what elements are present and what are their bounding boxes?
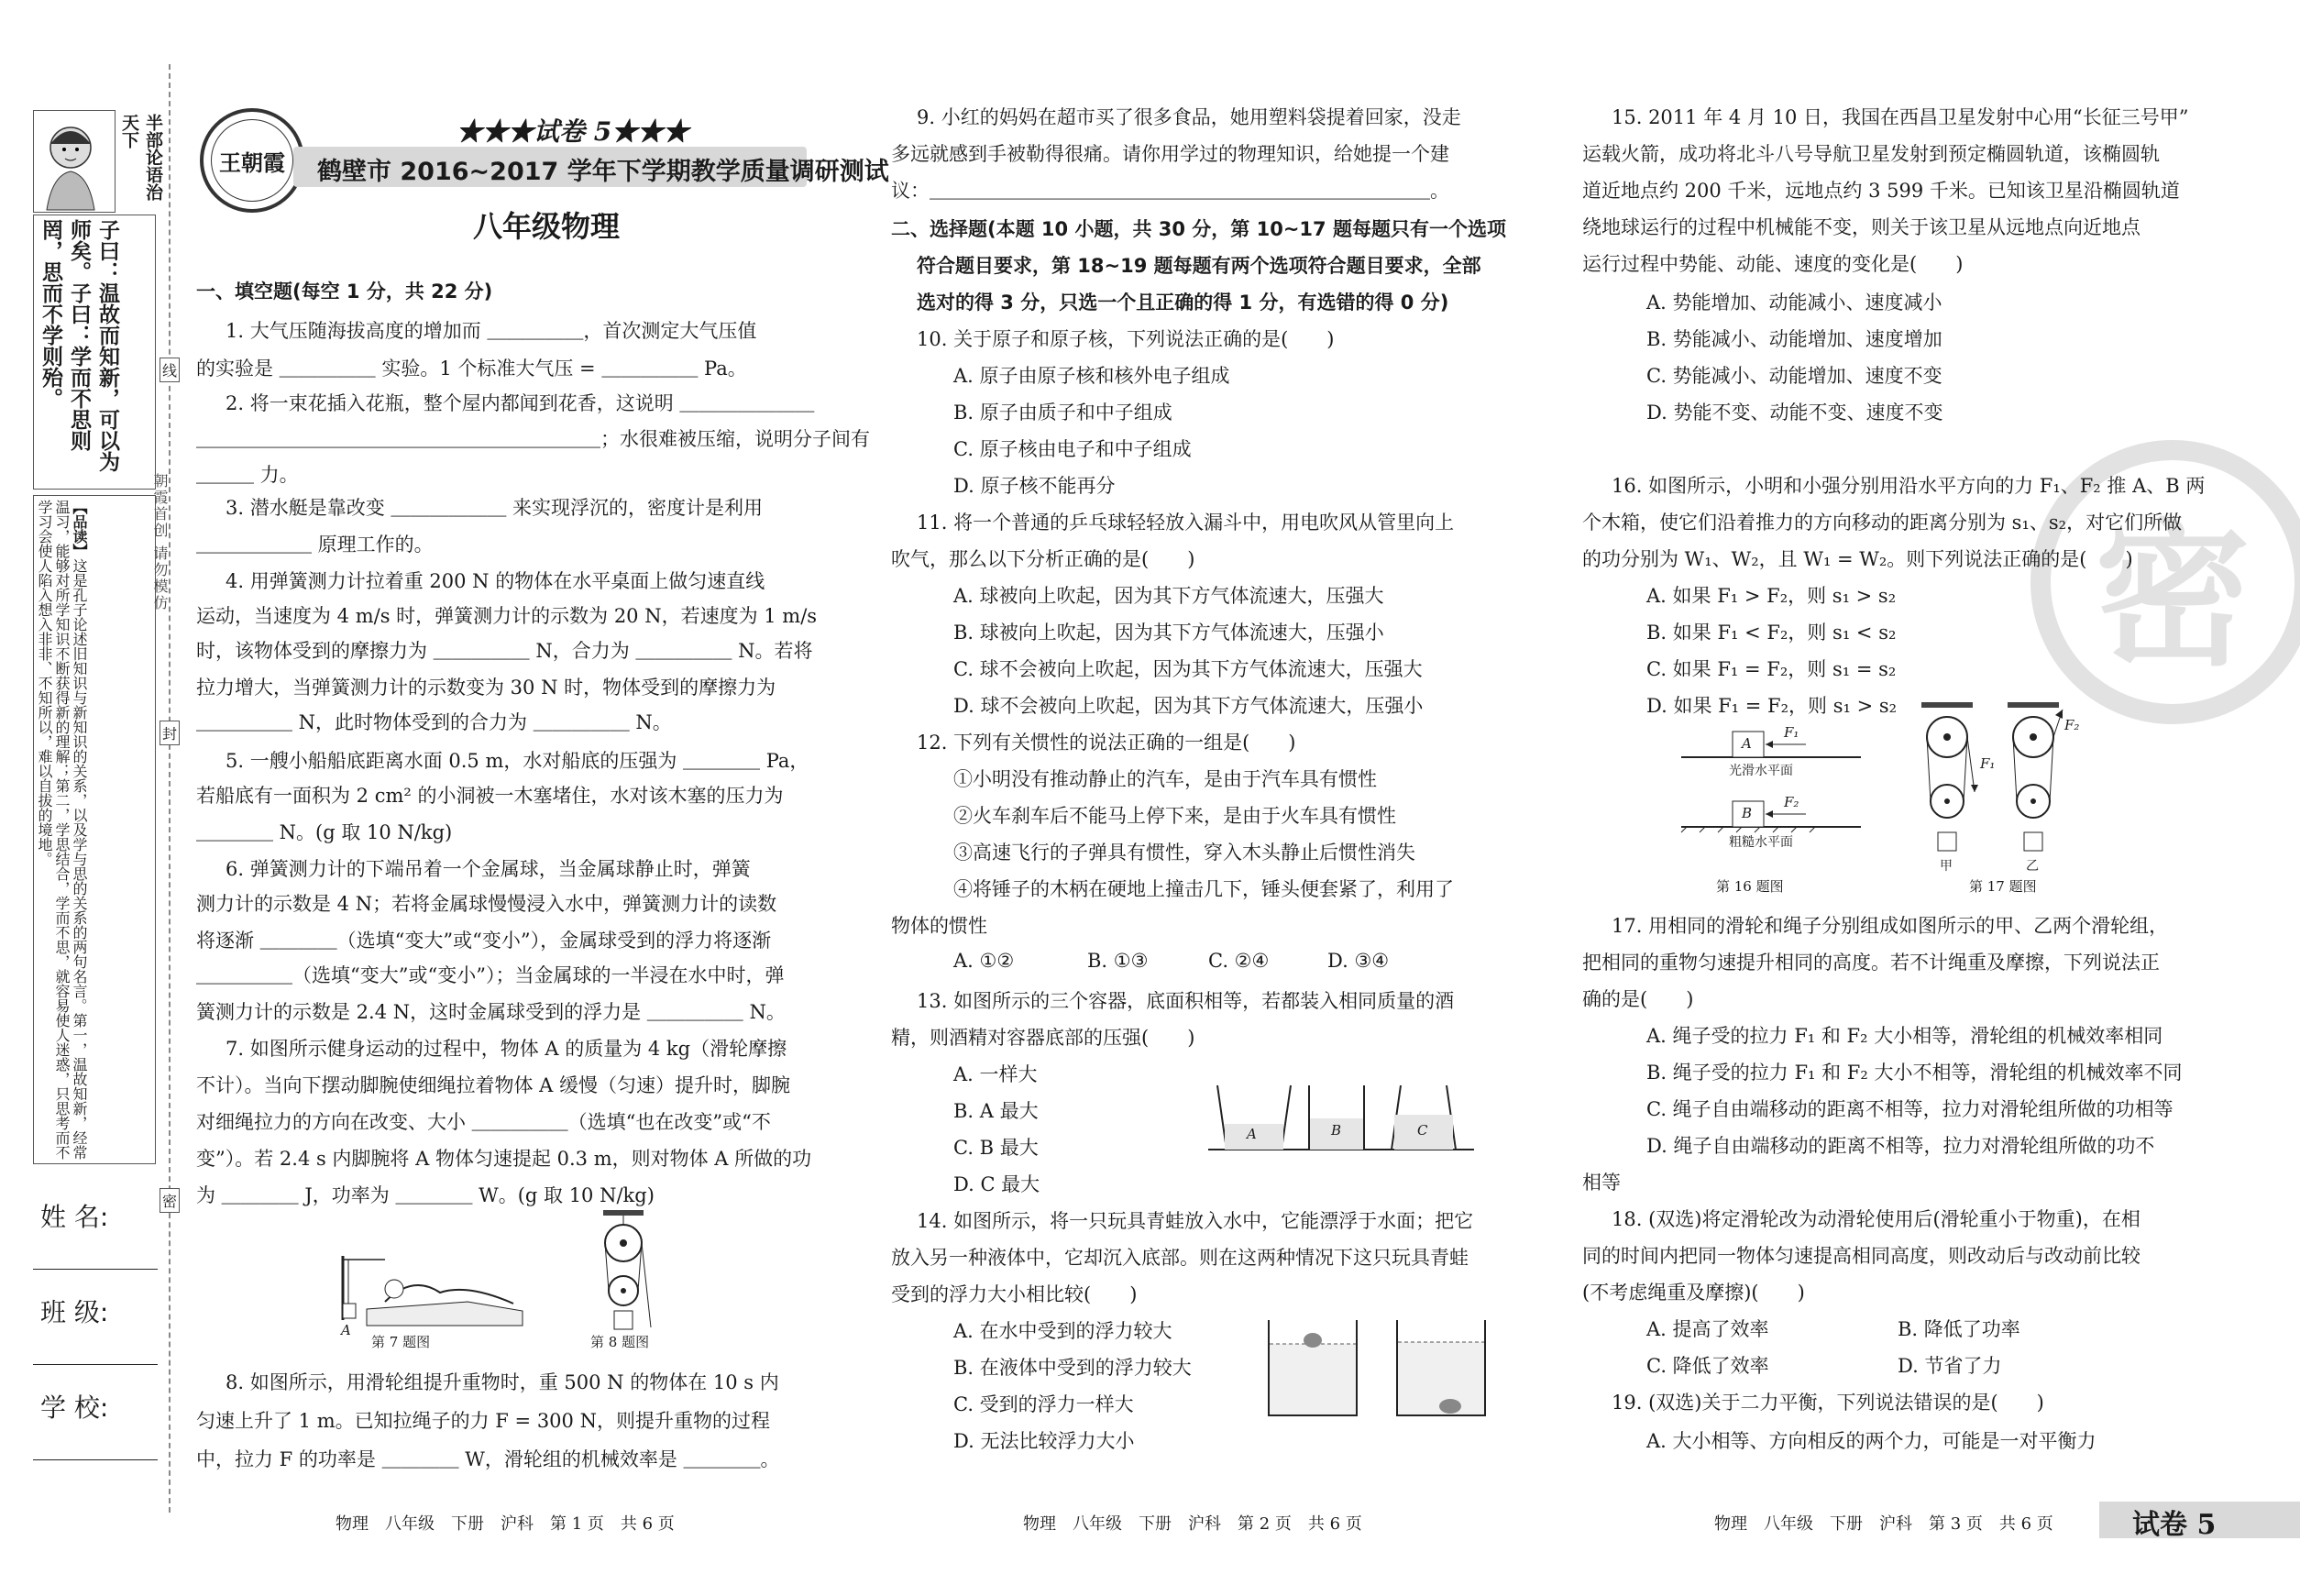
question-line: 将逐渐 ＿＿＿＿（选填“变大”或“变小”），金属球受到的浮力将逐渐 xyxy=(196,930,772,952)
q10-option: D. 原子核不能再分 xyxy=(953,475,1116,497)
q17-option: A. 绳子受的拉力 F₁ 和 F₂ 大小相等，滑轮组的机械效率相同 xyxy=(1646,1025,2163,1047)
q13-option: B. A 最大 xyxy=(953,1100,1039,1122)
binding-line xyxy=(169,64,171,1513)
three-containers-diagram xyxy=(1208,1082,1474,1155)
figure-8 xyxy=(587,1208,660,1335)
question-line: ＿＿＿＿ N。(g 取 10 N/kg) xyxy=(196,821,453,843)
question-line: 对细绳拉力的方向在改变、大小 ＿＿＿＿＿（选填“也在改变”或“不 xyxy=(196,1111,771,1133)
question-line: 时，该物体受到的摩擦力为 ＿＿＿＿＿ N，合力为 ＿＿＿＿＿ N。若将 xyxy=(196,640,813,662)
q10-option: A. 原子由原子核和核外电子组成 xyxy=(953,365,1230,387)
question-16-line: 16. 如图所示，小明和小强分别用沿水平方向的力 F₁、F₂ 推 A、B 两 xyxy=(1612,475,2206,497)
question-15-line: 运行过程中势能、动能、速度的变化是( ) xyxy=(1582,253,1964,275)
figure-13-containers xyxy=(1208,1082,1474,1155)
q15-option: A. 势能增加、动能减小、速度减小 xyxy=(1646,292,1942,314)
question-line: ＿＿＿＿＿＿＿＿＿＿＿＿＿＿＿＿＿＿＿＿＿；水很难被压缩，说明分子间有 xyxy=(196,428,870,450)
class-field[interactable] xyxy=(33,1364,158,1365)
q17-option: C. 绳子自由端移动的距离不相等，拉力对滑轮组所做的功相等 xyxy=(1646,1098,2173,1120)
school-field[interactable] xyxy=(33,1459,158,1460)
fig7-label-a: A xyxy=(341,1322,351,1338)
figure-14-beakers xyxy=(1265,1316,1503,1419)
q11-option: B. 球被向上吹起，因为其下方气体流速大，压强小 xyxy=(953,622,1384,644)
question-10: 10. 关于原子和原子核，下列说法正确的是( ) xyxy=(917,328,1335,350)
paper-stamp-text: 试卷 5 xyxy=(2132,1509,2217,1541)
question-14-line: 受到的浮力大小相比较( ) xyxy=(891,1283,1138,1305)
q12-statement: ①小明没有推动静止的汽车，是由于汽车具有惯性 xyxy=(953,768,1377,790)
container-c-label: C xyxy=(1417,1122,1428,1139)
pulley-8-diagram xyxy=(587,1208,660,1335)
question-line: 3. 潜水艇是靠改变 ＿＿＿＿＿＿ 来实现浮沉的，密度计是利用 xyxy=(226,497,764,519)
q12-statement: ②火车刹车后不能马上停下来，是由于火车具有惯性 xyxy=(953,805,1396,827)
question-line: 7. 如图所示健身运动的过程中，物体 A 的质量为 4 kg（滑轮摩擦 xyxy=(226,1038,787,1060)
question-15-line: 运载火箭，成功将北斗八号导航卫星发射到预定椭圆轨道，该椭圆轨 xyxy=(1582,143,2160,165)
pindu-text: 这是孔子论述旧知识与新知识的关系，以及学与思的关系的两句名言。第一，温故知新，经常温习，能够对所学知识不断获得新的理解；第二，学思结合，学而不思，就容易使人迷惑，只思考而不学习会使人陷入想入非非、不知所以，难以自拔的境地。 xyxy=(36,500,88,1160)
fig17-label-jia: 甲 xyxy=(1940,859,1953,874)
q10-option: B. 原子由质子和中子组成 xyxy=(953,402,1172,424)
question-line: 4. 用弹簧测力计拉着重 200 N 的物体在水平桌面上做匀速直线 xyxy=(226,570,765,592)
fig16-caption: 第 16 题图 xyxy=(1716,878,1784,895)
figure-7 xyxy=(330,1247,550,1348)
binding-mark-feng: 封 xyxy=(160,721,180,745)
fig16-f1: F₁ xyxy=(1784,724,1799,741)
subject-title: 八年级物理 xyxy=(473,209,621,244)
binding-text: 朝霞首创 请勿模仿 xyxy=(151,473,169,612)
portrait-illustration xyxy=(34,111,115,212)
question-9-line: 9. 小红的妈妈在超市买了很多食品，她用塑料袋提着回家，没走 xyxy=(917,106,1461,128)
q13-option: C. B 最大 xyxy=(953,1137,1039,1159)
question-15-line: 绕地球运行的过程中机械能不变，则关于该卫星从远地点向近地点 xyxy=(1582,216,2140,238)
fig16-box-a: A xyxy=(1742,735,1752,752)
question-line: 2. 将一束花插入花瓶，整个屋内都闻到花香，这说明 ＿＿＿＿＿＿＿ xyxy=(226,392,815,414)
q16-option: C. 如果 F₁ = F₂，则 s₁ = s₂ xyxy=(1646,658,1897,680)
question-9-line: 多远就感到手被勒得很痛。请你用学过的物理知识，给她提一个建 xyxy=(891,143,1449,165)
fig17-caption: 第 17 题图 xyxy=(1969,878,2037,895)
figure-16 xyxy=(1678,724,1888,871)
question-line: ＿＿＿＿＿（选填“变大”或“变小”）；当金属球的一半浸在水中时，弹 xyxy=(196,964,785,986)
quote-text: 子曰：温故而知新，可以为师矣。子曰：学而不思则罔，思而不学则殆。 xyxy=(39,219,119,472)
q12-option: A. ①② xyxy=(953,950,1015,972)
motto-top: 半部论语治天下 xyxy=(119,114,163,201)
question-18-line: 18. (双选)将定滑轮改为动滑轮使用后(滑轮重小于物重)，在相 xyxy=(1612,1208,2140,1230)
question-line: ＿＿＿＿＿＿ 原理工作的。 xyxy=(196,534,434,556)
section-2-title: 二、选择题(本题 10 小题，共 30 分，第 10~17 题每题只有一个选项 xyxy=(891,218,1506,240)
question-13-line: 13. 如图所示的三个容器，底面积相等，若都装入相同质量的酒 xyxy=(917,990,1455,1012)
question-18-line: (不考虑绳重及摩擦)( ) xyxy=(1582,1282,1805,1304)
q11-option: D. 球不会被向上吹起，因为其下方气体流速大，压强小 xyxy=(953,695,1424,717)
frog-beakers-diagram xyxy=(1265,1316,1503,1419)
question-line: 5. 一艘小船船底距离水面 0.5 m，水对船底的压强为 ＿＿＿＿ Pa， xyxy=(226,750,809,772)
question-line: 6. 弹簧测力计的下端吊着一个金属球，当金属球静止时，弹簧 xyxy=(226,858,751,880)
question-line: 变”）。若 2.4 s 内脚腕将 A 物体匀速提起 0.3 m，则对物体 A 所做的功 xyxy=(196,1148,812,1170)
pindu-box xyxy=(33,495,156,1164)
question-line: 不计）。当向下摆动脚腕使细绳拉着物体 A 缓慢（匀速）提升时，脚腕 xyxy=(196,1074,791,1096)
quote-box xyxy=(33,215,156,490)
question-17-line: 确的是( ) xyxy=(1582,988,1694,1010)
fitness-diagram xyxy=(330,1247,550,1348)
container-b-label: B xyxy=(1331,1122,1342,1139)
q18-option: B. 降低了功率 xyxy=(1898,1318,2020,1340)
section-2-title: 选对的得 3 分，只选一个且正确的得 1 分，有选错的得 0 分) xyxy=(917,292,1449,314)
question-line: 拉力增大，当弹簧测力计的示数变为 30 N 时，物体受到的摩擦力为 xyxy=(196,677,776,699)
question-8-line: 中，拉力 F 的功率是 ＿＿＿＿ W，滑轮组的机械效率是 ＿＿＿＿。 xyxy=(196,1448,780,1470)
q15-option: C. 势能减小、动能增加、速度不变 xyxy=(1646,365,1942,387)
page-3-footer: 物理 八年级 下册 沪科 第 3 页 共 6 页 xyxy=(1714,1514,2053,1534)
brand-logo-text: 王朝霞 xyxy=(219,149,285,176)
q12-option: B. ①③ xyxy=(1087,950,1149,972)
pulley-17-diagram xyxy=(1916,700,2081,875)
q16-option: B. 如果 F₁ < F₂，则 s₁ < s₂ xyxy=(1646,622,1897,644)
fig16-box-b: B xyxy=(1742,805,1753,821)
q17-option: B. 绳子受的拉力 F₁ 和 F₂ 大小不相等，滑轮组的机械效率不同 xyxy=(1646,1062,2183,1084)
class-label: 班 级: xyxy=(40,1297,109,1327)
q13-option: D. C 最大 xyxy=(953,1173,1040,1195)
q12-option: D. ③④ xyxy=(1327,950,1390,972)
section-1-title: 一、填空题(每空 1 分，共 22 分) xyxy=(196,281,493,303)
question-8-line: 匀速上升了 1 m。已知拉绳子的力 F = 300 N，则提升重物的过程 xyxy=(196,1410,770,1432)
q10-option: C. 原子核由电子和中子组成 xyxy=(953,438,1192,460)
q19-option: A. 大小相等、方向相反的两个力，可能是一对平衡力 xyxy=(1646,1430,2096,1452)
q15-option: B. 势能减小、动能增加、速度增加 xyxy=(1646,328,1942,350)
question-line: 若船底有一面积为 2 cm² 的小洞被一木塞堵住，水对该木塞的压力为 xyxy=(196,785,784,807)
q12-statement: ④将锤子的木柄在硬地上撞击几下，锤头便套紧了，利用了 xyxy=(953,878,1454,900)
question-line: 为 ＿＿＿＿ J，功率为 ＿＿＿＿ W。(g 取 10 N/kg) xyxy=(196,1184,655,1206)
question-14-line: 放入另一种液体中，它却沉入底部。则在这两种情况下这只玩具青蛙 xyxy=(891,1247,1469,1269)
q12-statement: ③高速飞行的子弹具有惯性，穿入木头静止后惯性消失 xyxy=(953,842,1415,864)
brand-logo xyxy=(200,108,304,213)
fig16-surface1: 光滑水平面 xyxy=(1729,764,1793,778)
q14-option: A. 在水中受到的浮力较大 xyxy=(953,1320,1172,1342)
q17-option: D. 绳子自由端移动的距离不相等，拉力对滑轮组所做的功不 xyxy=(1646,1135,2155,1157)
question-16-line: 的功分别为 W₁、W₂，且 W₁ = W₂。则下列说法正确的是( ) xyxy=(1582,548,2133,570)
paper-number-label: ★★★试卷 5★★★ xyxy=(457,116,689,147)
page-1-footer: 物理 八年级 下册 沪科 第 1 页 共 6 页 xyxy=(336,1514,675,1534)
question-15-line: 道近地点约 200 千米，远地点约 3 599 千米。已知该卫星沿椭圆轨道 xyxy=(1582,180,2180,202)
fig17-label-yi: 乙 xyxy=(2026,859,2039,874)
question-16-line: 个木箱，使它们沿着推力的方向移动的距离分别为 s₁、s₂，对它们所做 xyxy=(1582,512,2183,534)
q12-option: C. ②④ xyxy=(1208,950,1270,972)
q18-option: D. 节省了力 xyxy=(1898,1355,2002,1377)
name-label: 姓 名: xyxy=(40,1202,109,1232)
fig16-surface2: 粗糙水平面 xyxy=(1729,835,1793,850)
container-a-label: A xyxy=(1247,1126,1257,1142)
question-line: 运动，当速度为 4 m/s 时，弹簧测力计的示数为 20 N，若速度为 1 m/s xyxy=(196,605,818,627)
school-label: 学 校: xyxy=(40,1392,109,1423)
pindu-label: 【品读】 xyxy=(71,500,88,558)
question-13-line: 精，则酒精对容器底部的压强( ) xyxy=(891,1027,1195,1049)
question-9-line: 议：＿＿＿＿＿＿＿＿＿＿＿＿＿＿＿＿＿＿＿＿＿＿＿＿＿＿。 xyxy=(891,180,1449,202)
question-17-line: 17. 用相同的滑轮和绳子分别组成如图所示的甲、乙两个滑轮组， xyxy=(1612,915,2169,937)
q13-option: A. 一样大 xyxy=(953,1063,1038,1085)
seal-character: 密 xyxy=(2094,503,2250,688)
confucius-portrait xyxy=(33,110,116,213)
question-line: 1. 大气压随海拔高度的增加而 ＿＿＿＿＿，首次测定大气压值 xyxy=(226,320,757,342)
q14-option: C. 受到的浮力一样大 xyxy=(953,1393,1134,1415)
q18-option: A. 提高了效率 xyxy=(1646,1318,1769,1340)
fig16-f2: F₂ xyxy=(1784,794,1799,810)
question-12: 12. 下列有关惯性的说法正确的一组是( ) xyxy=(917,732,1296,754)
name-field[interactable] xyxy=(33,1269,158,1270)
question-line: 簧测力计的示数是 2.4 N，这时金属球受到的浮力是 ＿＿＿＿＿ N。 xyxy=(196,1001,786,1023)
q16-option: D. 如果 F₁ = F₂，则 s₁ > s₂ xyxy=(1646,695,1898,717)
question-8-line: 8. 如图所示，用滑轮组提升重物时，重 500 N 的物体在 10 s 内 xyxy=(226,1371,779,1393)
q11-option: C. 球不会被向上吹起，因为其下方气体流速大，压强大 xyxy=(953,658,1423,680)
fig7-caption: 第 7 题图 xyxy=(371,1334,431,1350)
binding-mark-xian: 线 xyxy=(160,358,180,382)
q11-option: A. 球被向上吹起，因为其下方气体流速大，压强大 xyxy=(953,585,1384,607)
section-2-title: 符合题目要求，第 18~19 题每题有两个选项符合题目要求，全部 xyxy=(917,255,1481,277)
question-19: 19. (双选)关于二力平衡，下列说法错误的是( ) xyxy=(1612,1392,2044,1414)
exam-title: 鹤壁市 2016~2017 学年下学期教学质量调研测试 xyxy=(317,158,889,186)
q14-option: D. 无法比较浮力大小 xyxy=(953,1430,1135,1452)
fig8-caption: 第 8 题图 xyxy=(590,1334,650,1350)
q17-option: 相等 xyxy=(1582,1172,1621,1194)
q14-option: B. 在液体中受到的浮力较大 xyxy=(953,1357,1192,1379)
question-11-line: 吹气，那么以下分析正确的是( ) xyxy=(891,548,1195,570)
question-15-line: 15. 2011 年 4 月 10 日，我国在西昌卫星发射中心用“长征三号甲” xyxy=(1612,106,2189,128)
question-line: ＿＿＿＿＿ N，此时物体受到的合力为 ＿＿＿＿＿ N。 xyxy=(196,711,672,733)
question-14-line: 14. 如图所示，将一只玩具青蛙放入水中，它能漂浮于水面；把它 xyxy=(917,1210,1474,1232)
q16-option: A. 如果 F₁ > F₂，则 s₁ > s₂ xyxy=(1646,585,1897,607)
fig17-f2: F₂ xyxy=(2064,717,2080,733)
question-18-line: 同的时间内把同一物体匀速提高相同高度，则改动后与改动前比较 xyxy=(1582,1245,2140,1267)
q12-statement: 物体的惯性 xyxy=(891,915,987,937)
question-line: 测力计的示数是 4 N；若将金属球慢慢浸入水中，弹簧测力计的读数 xyxy=(196,893,777,915)
question-17-line: 把相同的重物匀速提升相同的高度。若不计绳重及摩擦，下列说法正 xyxy=(1582,952,2160,974)
q18-option: C. 降低了效率 xyxy=(1646,1355,1769,1377)
binding-mark-mi: 密 xyxy=(160,1188,180,1213)
question-line: ＿＿＿ 力。 xyxy=(196,464,299,486)
fig17-f1: F₁ xyxy=(1980,755,1996,772)
figure-17 xyxy=(1916,700,2081,875)
question-11-line: 11. 将一个普通的乒乓球轻轻放入漏斗中，用电吹风从管里向上 xyxy=(917,512,1455,534)
question-line: 的实验是 ＿＿＿＿＿ 实验。1 个标准大气压 = ＿＿＿＿＿ Pa。 xyxy=(196,358,747,380)
q15-option: D. 势能不变、动能不变、速度不变 xyxy=(1646,402,1943,424)
page-2-footer: 物理 八年级 下册 沪科 第 2 页 共 6 页 xyxy=(1023,1514,1362,1534)
